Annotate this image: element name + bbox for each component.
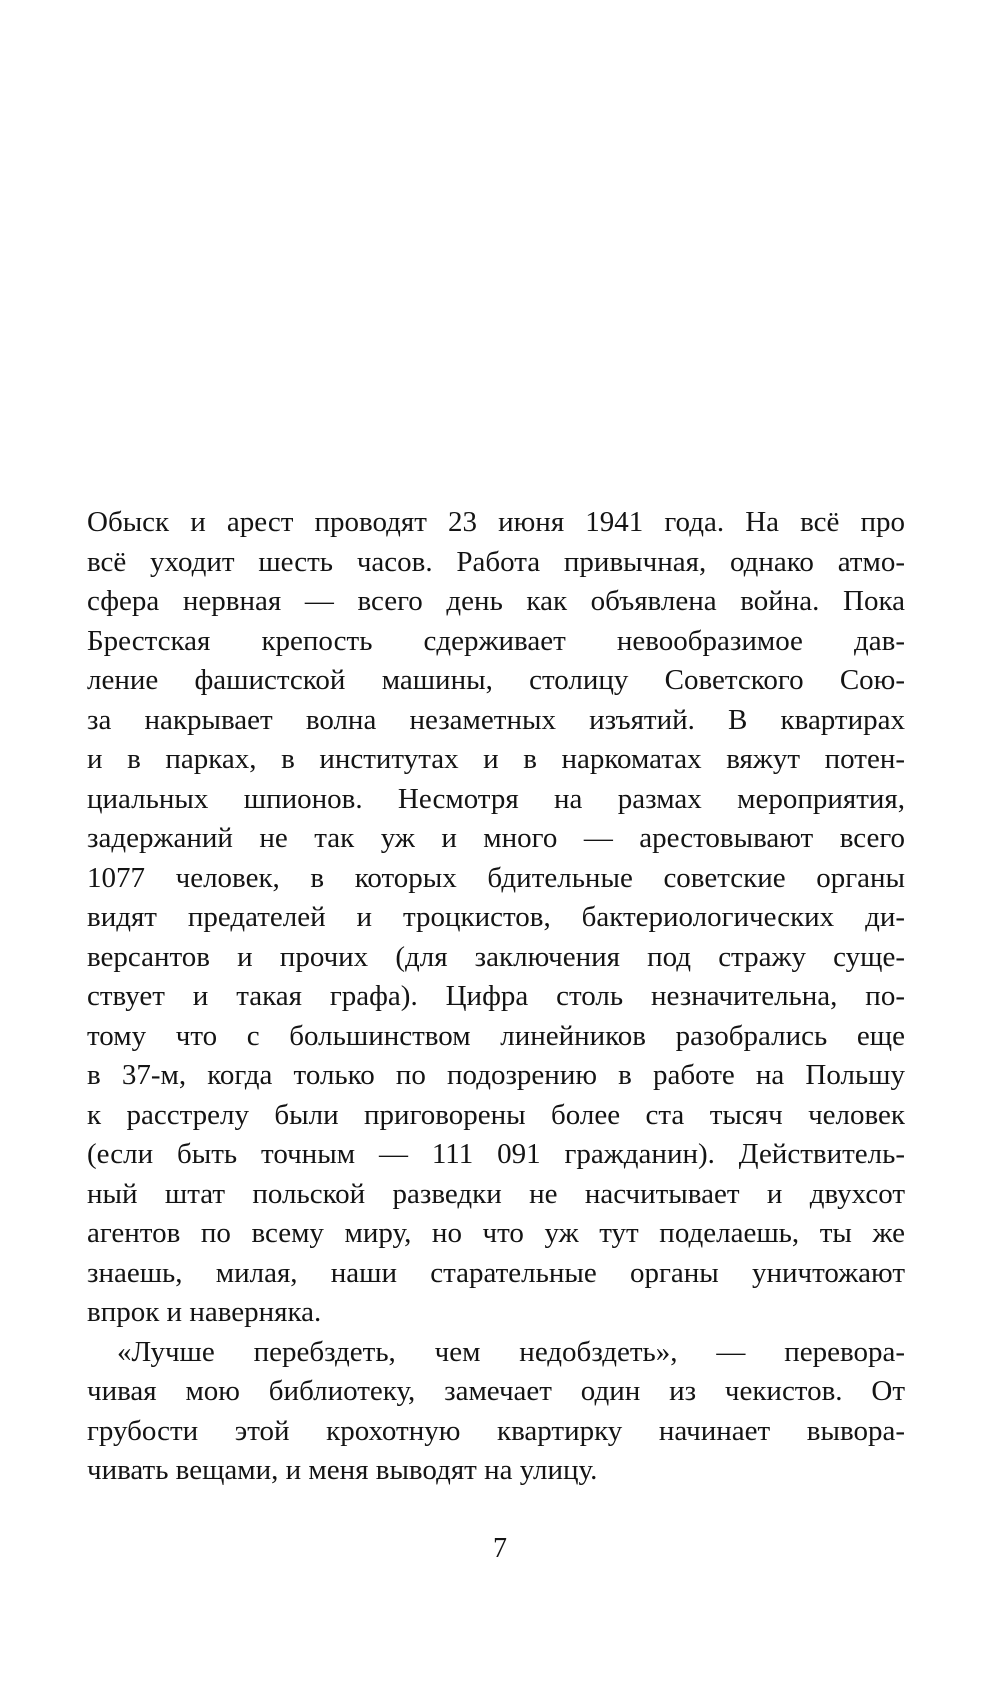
text-line: чивать вещами, и меня выводят на улицу. (87, 1454, 598, 1486)
paragraph-1 (87, 503, 905, 1333)
text-line: в 37-м, когда только по подозрению в работе на Польшу (87, 1059, 905, 1091)
body-text (87, 503, 905, 1491)
text-line: 1077 человек, в которых бдительные советские органы (87, 861, 905, 894)
text-line: циальных шпионов. Несмотря на размах мероприятия, (87, 782, 905, 815)
text-line: знаешь, милая, наши старательные органы уничтожают (87, 1256, 905, 1289)
text-line: «Лучше перебздеть, чем недобздеть», — перевора- (117, 1335, 905, 1368)
text-line: задержаний не так уж и много — арестовывают всего (87, 822, 905, 854)
text-line: агентов по всему миру, но что уж тут поделаешь, ты же (87, 1217, 905, 1249)
text-line: тому что с большинством линейников разобрались еще (87, 1019, 905, 1052)
paragraph-2 (87, 1333, 905, 1491)
text-line: к расстрелу были приговорены более ста тысяч человек (87, 1098, 905, 1131)
text-line: видят предателей и троцкистов, бактериологических ди- (87, 901, 905, 933)
text-line: Обыск и арест проводят 23 июня 1941 года. На всё про (87, 506, 905, 538)
text-line: грубости этой крохотную квартирку начинает вывора- (87, 1414, 905, 1447)
text-line: ствует и такая графа). Цифра столь незначительна, по- (87, 980, 905, 1012)
text-line: ный штат польской разведки не насчитывает и двухсот (87, 1177, 905, 1210)
text-line: Брестская крепость сдерживает невообразимое дав- (87, 624, 905, 657)
text-line: сфера нервная — всего день как объявлена война. Пока (87, 585, 905, 617)
text-line: за накрывает волна незаметных изъятий. В квартирах (87, 703, 905, 736)
text-line: и в парках, в институтах и в наркоматах вяжут потен- (87, 743, 905, 775)
text-line: чивая мою библиотеку, замечает один из чекистов. От (87, 1375, 905, 1407)
text-line: всё уходит шесть часов. Работа привычная, однако атмо- (87, 545, 905, 578)
text-line: ление фашистской машины, столицу Советского Сою- (87, 664, 905, 696)
text-line: (если быть точным — 111 091 гражданин). Действитель- (87, 1138, 905, 1170)
page-number: 7 (493, 1533, 507, 1564)
text-line: версантов и прочих (для заключения под стражу суще- (87, 940, 905, 973)
text-line: впрок и наверняка. (87, 1296, 322, 1328)
